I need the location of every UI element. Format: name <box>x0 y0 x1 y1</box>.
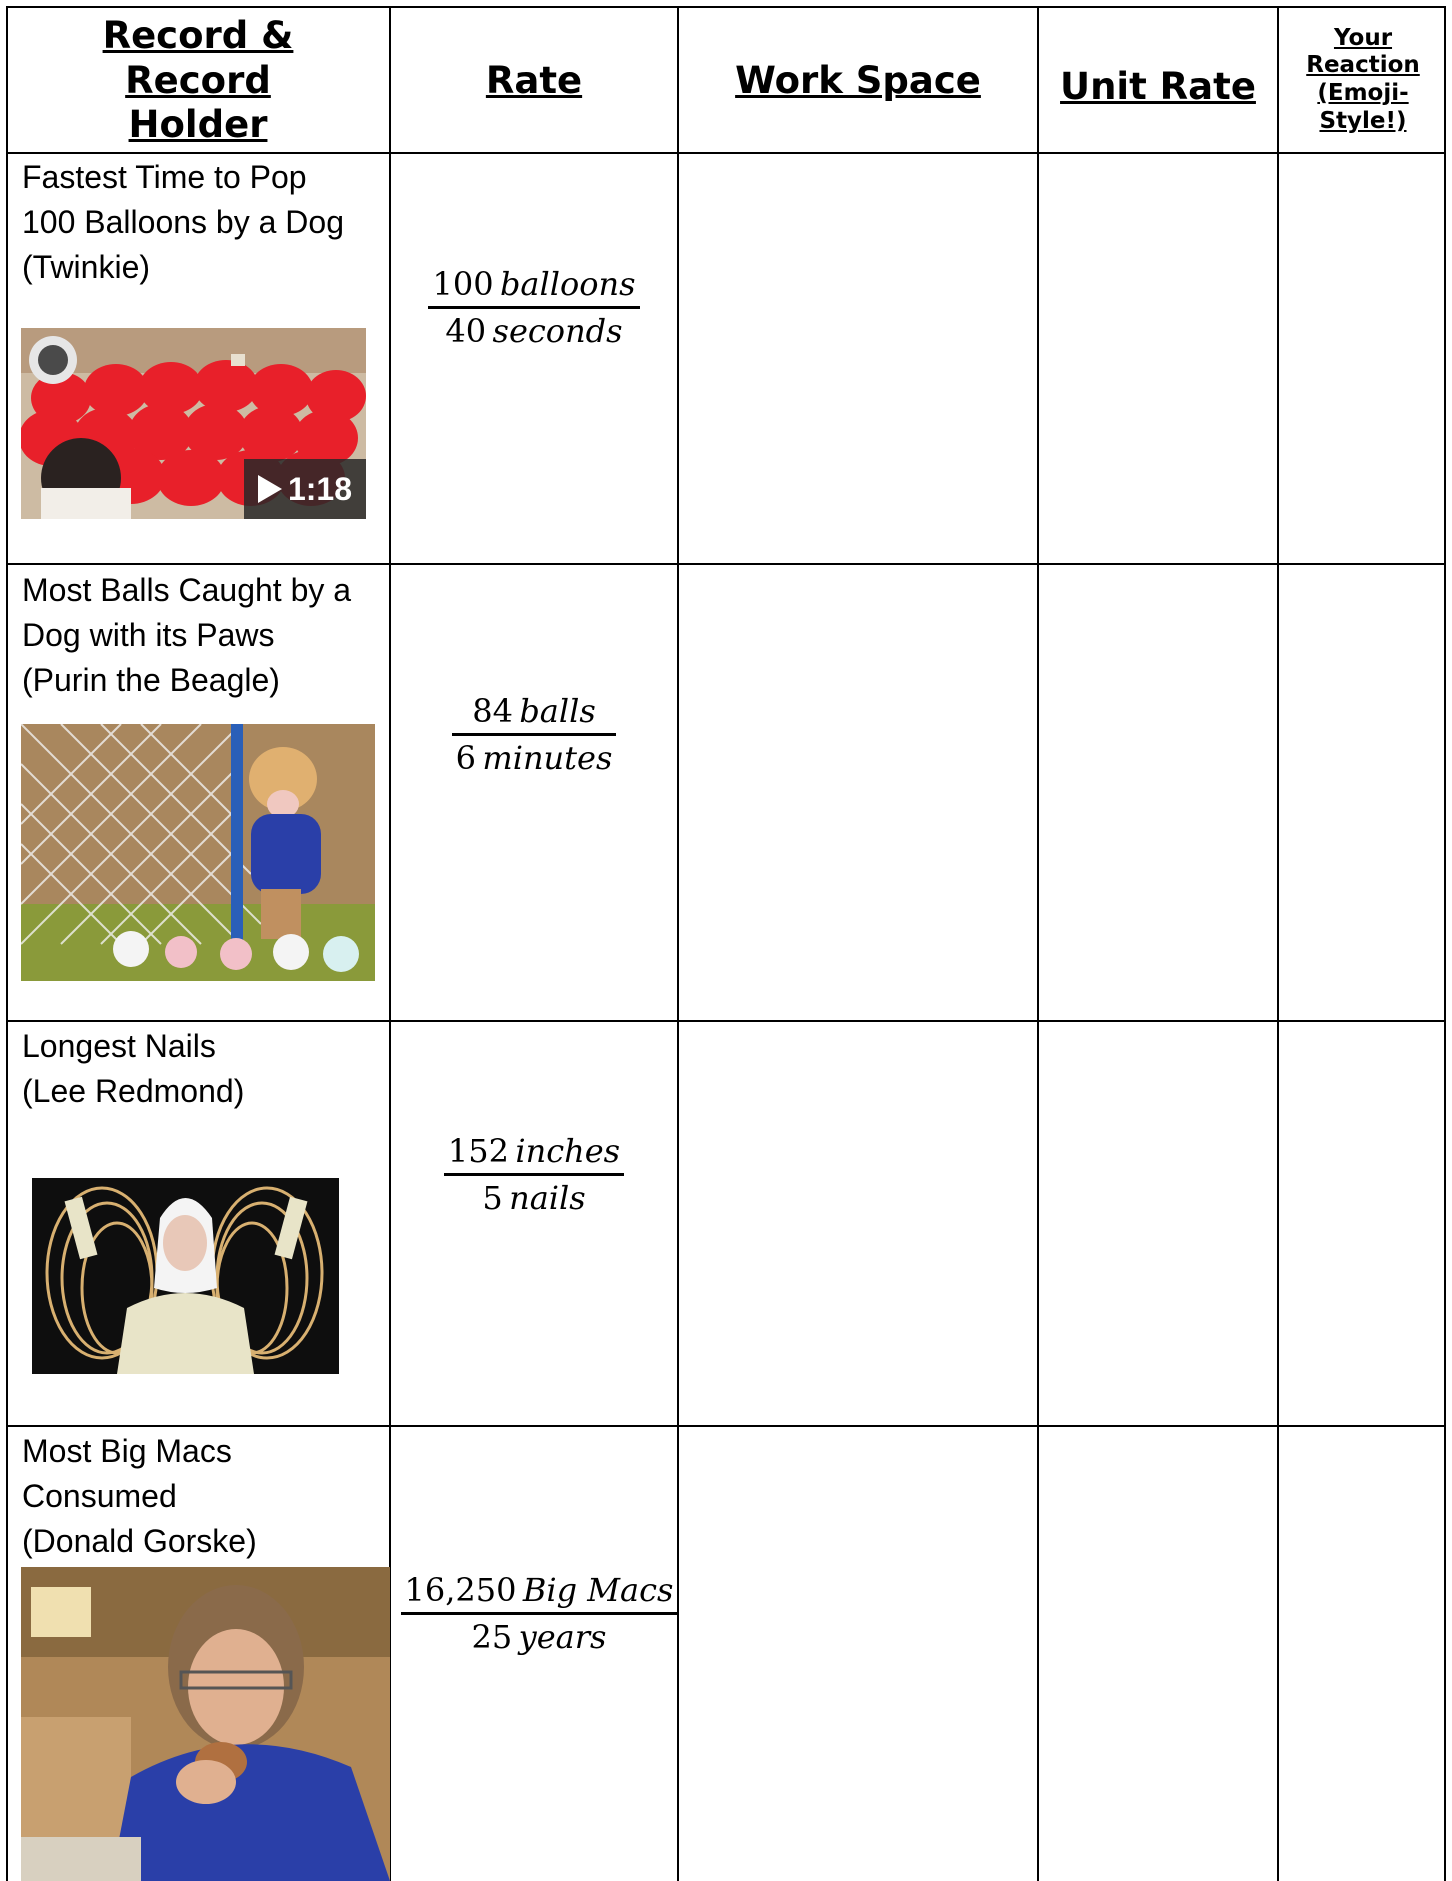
rate-denominator <box>444 1176 624 1220</box>
rate-fraction <box>398 1568 680 1659</box>
table-border-top <box>6 6 1446 8</box>
header-unit-rate: Unit Rate <box>1060 64 1256 108</box>
rate-denominator-value: 6 <box>455 739 476 777</box>
record-title: Longest Nails (Lee Redmond) <box>22 1028 245 1109</box>
rate-denominator-unit: seconds <box>492 312 623 350</box>
rate-denominator <box>401 1615 678 1659</box>
rate-numerator-unit: Big Macs <box>522 1571 674 1609</box>
nails-photo-icon <box>32 1178 339 1374</box>
record-title: Fastest Time to Pop 100 Balloons by a Dog (Twinkie) <box>22 159 344 285</box>
rate-numerator <box>444 1129 624 1173</box>
rate-numerator-value: 16,250 <box>404 1571 517 1609</box>
rate-numerator <box>401 1568 678 1612</box>
rate-numerator-value: 100 <box>432 265 494 303</box>
big-mac-photo-icon <box>21 1567 390 1881</box>
header-work-space: Work Space <box>735 58 981 102</box>
video-duration: 1:18 <box>287 470 353 507</box>
rate-numerator-value: 152 <box>447 1132 509 1170</box>
column-divider <box>1277 6 1279 1881</box>
play-icon <box>258 475 282 503</box>
record-title: Most Big Macs Consumed (Donald Gorske) <box>22 1433 257 1559</box>
column-divider <box>1037 6 1039 1881</box>
table-border-left <box>6 6 8 1881</box>
balloon-video-thumbnail[interactable] <box>21 328 366 519</box>
rate-numerator-unit: balloons <box>499 265 636 303</box>
rate-numerator <box>428 262 639 306</box>
rate-denominator <box>452 736 617 780</box>
rate-numerator-value: 84 <box>472 692 513 730</box>
rate-denominator-value: 25 <box>471 1618 513 1656</box>
header-rate: Rate <box>485 58 583 102</box>
rate-denominator-unit: nails <box>509 1179 586 1217</box>
rate-numerator-unit: balls <box>519 692 596 730</box>
dog-goal-photo <box>21 724 375 981</box>
big-mac-photo <box>21 1567 390 1881</box>
header-record: Record & Record Holder <box>102 14 294 147</box>
header-reaction: Your Reaction (Emoji-Style!) <box>1306 24 1420 134</box>
rate-denominator-value: 40 <box>445 312 487 350</box>
record-title: Most Balls Caught by a Dog with its Paws (Purin the Beagle) <box>22 572 352 698</box>
rate-numerator <box>452 689 617 733</box>
table-border-right <box>1444 6 1446 1881</box>
dog-photo-icon <box>21 724 375 981</box>
rate-denominator-unit: minutes <box>482 739 613 777</box>
rate-fraction <box>391 1129 677 1220</box>
video-duration-badge <box>244 459 366 519</box>
rate-numerator-unit: inches <box>515 1132 621 1170</box>
nails-photo <box>32 1178 339 1374</box>
rate-denominator-value: 5 <box>482 1179 503 1217</box>
rate-denominator-unit: years <box>518 1618 607 1656</box>
rate-fraction <box>391 262 677 353</box>
row-divider <box>6 563 1446 565</box>
row-divider <box>6 1020 1446 1022</box>
row-divider <box>6 1425 1446 1427</box>
rate-fraction <box>391 689 677 780</box>
rate-denominator <box>428 309 639 353</box>
